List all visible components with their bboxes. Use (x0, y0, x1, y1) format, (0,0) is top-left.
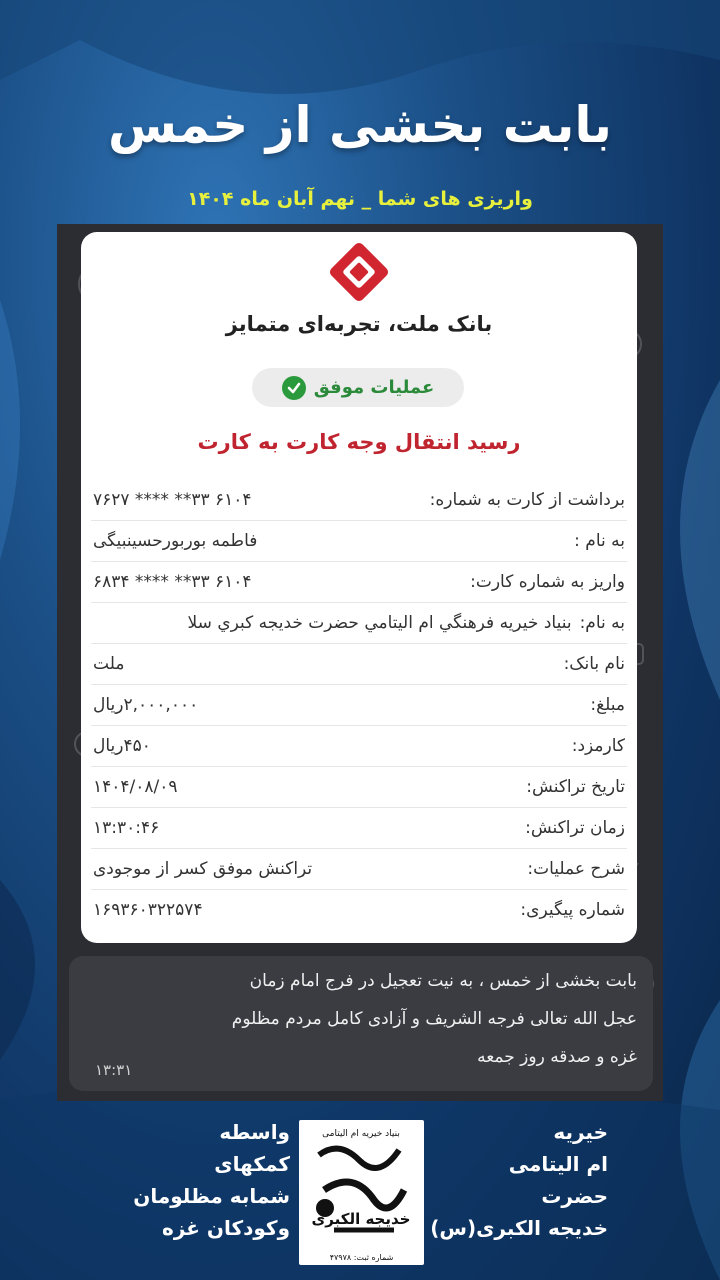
status-label: عملیات موفق (313, 377, 435, 398)
row-label: مبلغ: (590, 695, 625, 715)
row-destination-card (91, 562, 627, 603)
message-time: ۱۳:۳۱ (95, 1061, 133, 1079)
row-fee (91, 726, 627, 767)
page-title: بابت بخشی از خمس (108, 96, 612, 154)
row-tracking-number (91, 890, 627, 930)
footer (0, 1108, 720, 1280)
row-label: شرح عملیات: (527, 859, 625, 879)
bank-tagline: بانک ملت، تجربه‌ای متمایز (225, 312, 493, 336)
message-bubble[interactable] (69, 956, 653, 1091)
charity-name-line: ام الیتامی (508, 1152, 608, 1176)
slogan-line: کمکهای (214, 1152, 290, 1176)
row-time (91, 808, 627, 849)
row-label: برداشت از کارت به شماره: (429, 490, 625, 510)
slogan-line: وکودکان غزه (162, 1216, 290, 1240)
charity-logo-icon (299, 1120, 424, 1265)
row-value: ۱۴۰۴/۰۸/۰۹ (93, 777, 178, 797)
row-value: فاطمه بوربورحسینبیگی (93, 531, 258, 551)
row-bank-name (91, 644, 627, 685)
row-source-card (91, 480, 627, 521)
row-label: به نام: (579, 613, 625, 633)
row-label: به نام : (574, 531, 625, 551)
footer-slogan (70, 1116, 290, 1244)
message-text (97, 962, 637, 1076)
registration-number: شماره ثبت: ۴۷۹۷۸ (329, 1253, 394, 1262)
row-value: ۱۶۹۳۶۰۳۲۲۵۷۴ (93, 900, 203, 920)
message-line: عجل الله تعالی فرجه الشریف و آزادی کامل مردم مظلوم (231, 1009, 637, 1029)
transfer-receipt-card (81, 232, 637, 943)
page-subtitle: واریزی های شما _ نهم آبان ماه ۱۴۰۴ (187, 188, 533, 210)
row-value: ۶۱۰۴ ۳۳** **** ۶۸۳۴ (93, 572, 252, 592)
row-date (91, 767, 627, 808)
row-value: تراکنش موفق کسر از موجودی (93, 859, 313, 879)
slogan-line: شمابه مظلومان (133, 1184, 290, 1208)
row-value: ۴۵۰ریال (93, 736, 151, 756)
row-value: بنیاد خیریه فرهنگي ام اليتامي حضرت خديجه کبري سلا (187, 613, 572, 633)
row-label: تاریخ تراکنش: (526, 777, 625, 797)
row-description (91, 849, 627, 890)
slogan-line: واسطه (219, 1120, 290, 1144)
row-label: واریز به شماره کارت: (470, 572, 625, 592)
charity-name-line: حضرت (541, 1184, 608, 1208)
chat-screenshot (57, 224, 663, 1101)
message-line: غزه و صدقه روز جمعه (477, 1047, 637, 1067)
receipt-title: رسید انتقال وجه کارت به کارت (197, 430, 521, 454)
row-value: ملت (93, 654, 125, 674)
mellat-bank-logo-icon (328, 241, 390, 303)
svg-text:بنیاد خیریه ام الیتامی: بنیاد خیریه ام الیتامی (322, 1129, 400, 1139)
row-value: ۶۱۰۴ ۳۳** **** ۷۶۲۷ (93, 490, 252, 510)
receipt-details (91, 480, 627, 930)
row-label: زمان تراکنش: (525, 818, 625, 838)
charity-name-line: خدیجه الکبری(س) (430, 1216, 608, 1240)
row-amount (91, 685, 627, 726)
check-circle-icon (282, 376, 306, 400)
row-value: ۲,۰۰۰,۰۰۰ریال (93, 695, 199, 715)
row-label: کارمزد: (571, 736, 625, 756)
row-value: ۱۳:۳۰:۴۶ (93, 818, 160, 838)
row-recipient-name (91, 603, 627, 644)
message-line: بابت بخشی از خمس ، به نیت تعجیل در فرج امام زمان (249, 971, 637, 991)
row-sender-name (91, 521, 627, 562)
row-label: نام بانک: (563, 654, 625, 674)
svg-text:خدیجه الکبری: خدیجه الکبری (311, 1210, 411, 1228)
charity-name (418, 1116, 608, 1244)
charity-name-line: خیریه (553, 1120, 608, 1144)
status-badge (252, 368, 464, 407)
row-label: شماره پیگیری: (520, 900, 625, 920)
